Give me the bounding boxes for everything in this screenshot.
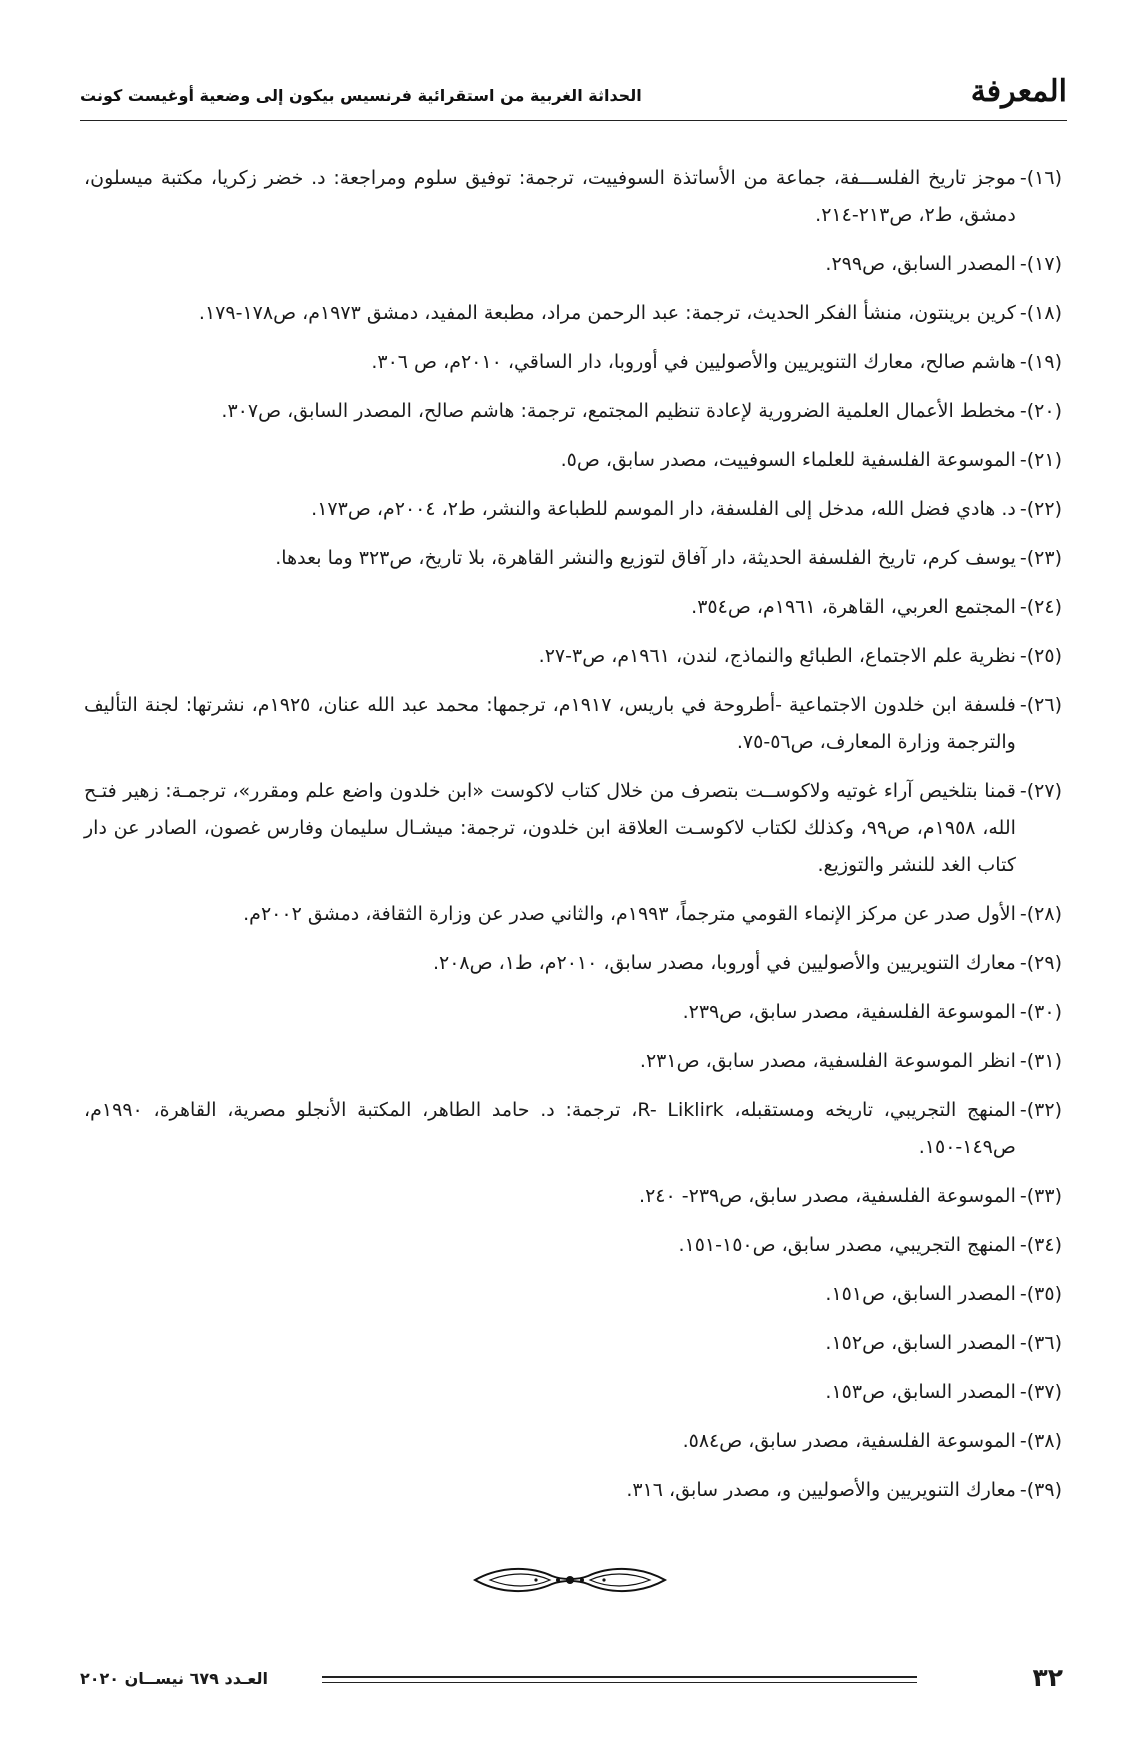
endnote-text: هاشم صالح، معارك التنويريين والأصوليين في أوروبا، دار الساقي، ٢٠١٠م، ص ٣٠٦. <box>371 351 1016 373</box>
endnote <box>84 773 1062 884</box>
endnote-number: (٣٧)- <box>1019 1381 1062 1403</box>
endnote-text: د. هادي فضل الله، مدخل إلى الفلسفة، دار الموسم للطباعة والنشر، ط٢، ٢٠٠٤م، ص١٧٣. <box>311 498 1016 520</box>
page-number: ٣٢ <box>1032 1663 1063 1692</box>
issue-info: العـدد ٦٧٩ نيســان ٢٠٢٠ <box>80 1669 268 1688</box>
endnote-number: (٣٩)- <box>1019 1479 1062 1501</box>
endnote-text: الموسوعة الفلسفية، مصدر سابق، ص٢٣٩- ٢٤٠. <box>639 1185 1016 1207</box>
endnote <box>84 1227 1062 1264</box>
endnote-number: (٣٢)- <box>1019 1099 1062 1121</box>
endnote <box>84 638 1062 675</box>
endnote-number: (٢٨)- <box>1019 903 1062 925</box>
endnote <box>84 896 1062 933</box>
endnote-text: كرين برينتون، منشأ الفكر الحديث، ترجمة: عبد الرحمن مراد، مطبعة المفيد، دمشق ١٩٧٣م، ص١٧٨-١٧٩. <box>198 302 1016 324</box>
page-header <box>80 72 1067 124</box>
endnote <box>84 589 1062 626</box>
endnote-text: مخطط الأعمال العلمية الضرورية لإعادة تنظيم المجتمع، ترجمة: هاشم صالح، المصدر السابق، ص٣٠٧. <box>221 400 1016 422</box>
endnote-number: (١٨)- <box>1019 302 1062 324</box>
endnote <box>84 442 1062 479</box>
endnote-number: (١٦)- <box>1019 167 1062 189</box>
endnote-text: الأول صدر عن مركز الإنماء القومي مترجماً، ١٩٩٣م، والثاني صدر عن وزارة الثقافة، دمشق ٢٠٠٢م. <box>243 903 1016 925</box>
endnote-number: (٢٤)- <box>1019 596 1062 618</box>
endnote-text: المنهج التجريبي، تاريخه ومستقبله، R- Liklirk، ترجمة: د. حامد الطاهر، المكتبة الأنجلو مصرية، القاهرة، ١٩٩٠م، ص١٤٩-١٥٠. <box>84 1099 1016 1158</box>
endnote-number: (٢٣)- <box>1019 547 1062 569</box>
endnote-text: المصدر السابق، ص٢٩٩. <box>825 253 1016 275</box>
endnote <box>84 160 1062 234</box>
endnote-text: معارك التنويريين والأصوليين في أوروبا، مصدر سابق، ٢٠١٠م، ط١، ص٢٠٨. <box>432 952 1016 974</box>
endnote-number: (٣١)- <box>1019 1050 1062 1072</box>
endnote-number: (٣٣)- <box>1019 1185 1062 1207</box>
endnote <box>84 246 1062 283</box>
footer-divider <box>322 1676 917 1683</box>
endnote-number: (١٧)- <box>1019 253 1062 275</box>
endnote-text: الموسوعة الفلسفية للعلماء السوفييت، مصدر سابق، ص٥. <box>560 449 1016 471</box>
endnote <box>84 491 1062 528</box>
page-footer <box>80 1660 1067 1700</box>
endnote-text: يوسف كرم، تاريخ الفلسفة الحديثة، دار آفاق لتوزيع والنشر القاهرة، بلا تاريخ، ص٣٢٣ وما بعدها. <box>275 547 1016 569</box>
endnote-text: المنهج التجريبي، مصدر سابق، ص١٥٠-١٥١. <box>678 1234 1016 1256</box>
endnote-number: (٣٨)- <box>1019 1430 1062 1452</box>
endnote <box>84 1325 1062 1362</box>
endnote <box>84 687 1062 761</box>
endnote <box>84 1374 1062 1411</box>
endnote <box>84 393 1062 430</box>
endnotes-list <box>84 160 1062 1521</box>
endnote-number: (٢٠)- <box>1019 400 1062 422</box>
endnote <box>84 295 1062 332</box>
endnote-number: (٣٠)- <box>1019 1001 1062 1023</box>
endnote <box>84 1178 1062 1215</box>
endnote <box>84 1423 1062 1460</box>
endnote-number: (٣٤)- <box>1019 1234 1062 1256</box>
running-title: الحداثة الغربية من استقرائية فرنسيس بيكون إلى وضعية أوغيست كونت <box>80 86 642 105</box>
header-divider <box>80 120 1067 121</box>
endnote-number: (١٩)- <box>1019 351 1062 373</box>
endnote <box>84 344 1062 381</box>
endnote-number: (٣٦)- <box>1019 1332 1062 1354</box>
endnote <box>84 1276 1062 1313</box>
endnote-text: نظرية علم الاجتماع، الطبائع والنماذج، لندن، ١٩٦١م، ص٣-٢٧. <box>538 645 1016 667</box>
endnote-text: معارك التنويريين والأصوليين و، مصدر سابق، ٣١٦. <box>626 1479 1016 1501</box>
endnote-number: (٢٥)- <box>1019 645 1062 667</box>
endnote-text: موجز تاريخ الفلســـفة، جماعة من الأساتذة السوفييت، ترجمة: توفيق سلوم ومراجعة: د. خضر زكريا، مكتبة ميسلون، دمشق، ط٢، ص٢١٣-٢١٤. <box>84 167 1016 226</box>
endnote <box>84 1472 1062 1509</box>
endnote-number: (٢٢)- <box>1019 498 1062 520</box>
endnote <box>84 1043 1062 1080</box>
endnote-text: فلسفة ابن خلدون الاجتماعية -أطروحة في باريس، ١٩١٧م، ترجمها: محمد عبد الله عنان، ١٩٢٥م، نشرتها: لجنة التأليف والترجمة وزارة المعارف، ص٥٦-٧٥. <box>84 694 1016 753</box>
endnote-text: المصدر السابق، ص١٥٢. <box>825 1332 1016 1354</box>
endnote <box>84 994 1062 1031</box>
endnote-number: (٢٦)- <box>1019 694 1062 716</box>
endnote <box>84 1092 1062 1166</box>
endnote <box>84 540 1062 577</box>
decorative-ornament <box>470 1560 670 1600</box>
endnote-text: المصدر السابق، ص١٥١. <box>825 1283 1016 1305</box>
endnote-number: (٣٥)- <box>1019 1283 1062 1305</box>
endnote-text: المجتمع العربي، القاهرة، ١٩٦١م، ص٣٥٤. <box>691 596 1016 618</box>
endnote-number: (٢٩)- <box>1019 952 1062 974</box>
endnote-number: (٢٧)- <box>1019 780 1062 802</box>
endnote-text: انظر الموسوعة الفلسفية، مصدر سابق، ص٢٣١. <box>639 1050 1016 1072</box>
endnote-text: قمنا بتلخيص آراء غوتيه ولاكوســت بتصرف من خلال كتاب لاكوست «ابن خلدون واضع علم ومقرر»، ترجمـة: زهير فتـح الله، ١٩٥٨م، ص٩٩، وكذلك لكتاب لاكوسـت العلاقة ابن خلدون، ترجمة: ميشـال سليمان وفارس غصون، الصادر عن دار كتاب الغد للنشر والتوزيع. <box>84 780 1016 876</box>
endnote-text: الموسوعة الفلسفية، مصدر سابق، ص٢٣٩. <box>682 1001 1016 1023</box>
journal-logo: المعرفة <box>970 74 1067 109</box>
endnote-text: المصدر السابق، ص١٥٣. <box>825 1381 1016 1403</box>
endnote <box>84 945 1062 982</box>
endnote-number: (٢١)- <box>1019 449 1062 471</box>
endnote-text: الموسوعة الفلسفية، مصدر سابق، ص٥٨٤. <box>682 1430 1016 1452</box>
